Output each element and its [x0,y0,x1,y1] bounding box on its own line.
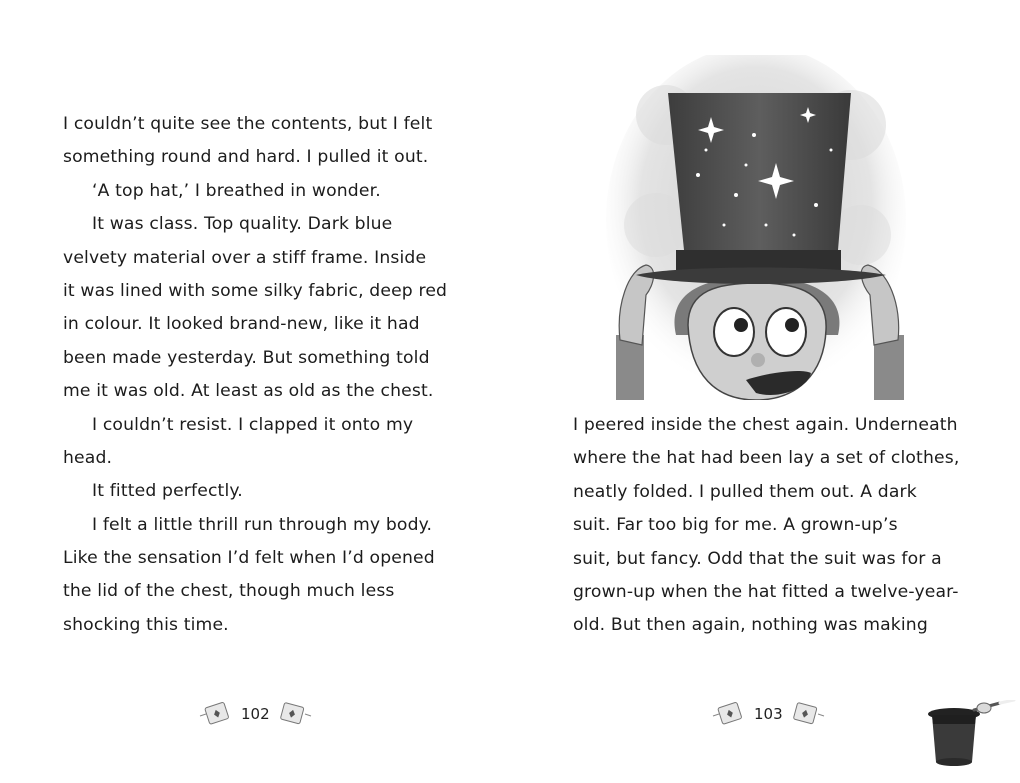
text-line: It was class. Top quality. Dark blue [92,214,393,235]
text-line: where the hat had been lay a set of clothes, [573,448,960,469]
text-line: ‘A top hat,’ I breathed in wonder. [92,180,381,201]
playing-card-icon [789,700,827,728]
text-line: It fitted perfectly. [92,481,243,502]
text-line: shocking this time. [63,614,229,635]
text-line: suit. Far too big for me. A grown-up’s [573,515,898,536]
text-line: I felt a little thrill run through my body. [92,514,433,535]
boy-wearing-top-hat-illustration [606,55,906,400]
text-line: old. But then again, nothing was making [573,615,928,636]
text-line: I couldn’t resist. I clapped it onto my [92,414,414,435]
playing-card-icon [276,700,314,728]
text-line: been made yesterday. But something told [63,347,430,368]
playing-card-icon [197,700,235,728]
text-line: something round and hard. I pulled it out. [63,147,429,168]
magic-top-hat-icon [922,700,1020,770]
text-line: velvety material over a stiff frame. Inside [63,247,427,268]
text-line: neatly folded. I pulled them out. A dark [573,481,917,502]
right-page-text [573,409,983,643]
text-line: me it was old. At least as old as the chest. [63,381,434,402]
text-line: Like the sensation I’d felt when I’d opened [63,548,435,569]
text-line: suit, but fancy. Odd that the suit was for a [573,548,942,569]
text-line: I couldn’t quite see the contents, but I felt [63,114,433,134]
playing-card-icon [710,700,748,728]
page-number: 102 [241,705,270,723]
right-page-folio [710,700,827,728]
text-line: in colour. It looked brand-new, like it had [63,314,420,335]
left-page-folio [197,700,314,728]
text-line: I peered inside the chest again. Underneath [573,415,958,435]
text-line: it was lined with some silky fabric, deep red [63,280,448,301]
text-line: head. [63,447,113,468]
page-number: 103 [754,705,783,723]
right-page [510,0,1020,783]
text-line: the lid of the chest, though much less [63,581,395,602]
left-page-text [63,108,463,642]
text-line: grown-up when the hat fitted a twelve-year- [573,581,959,602]
